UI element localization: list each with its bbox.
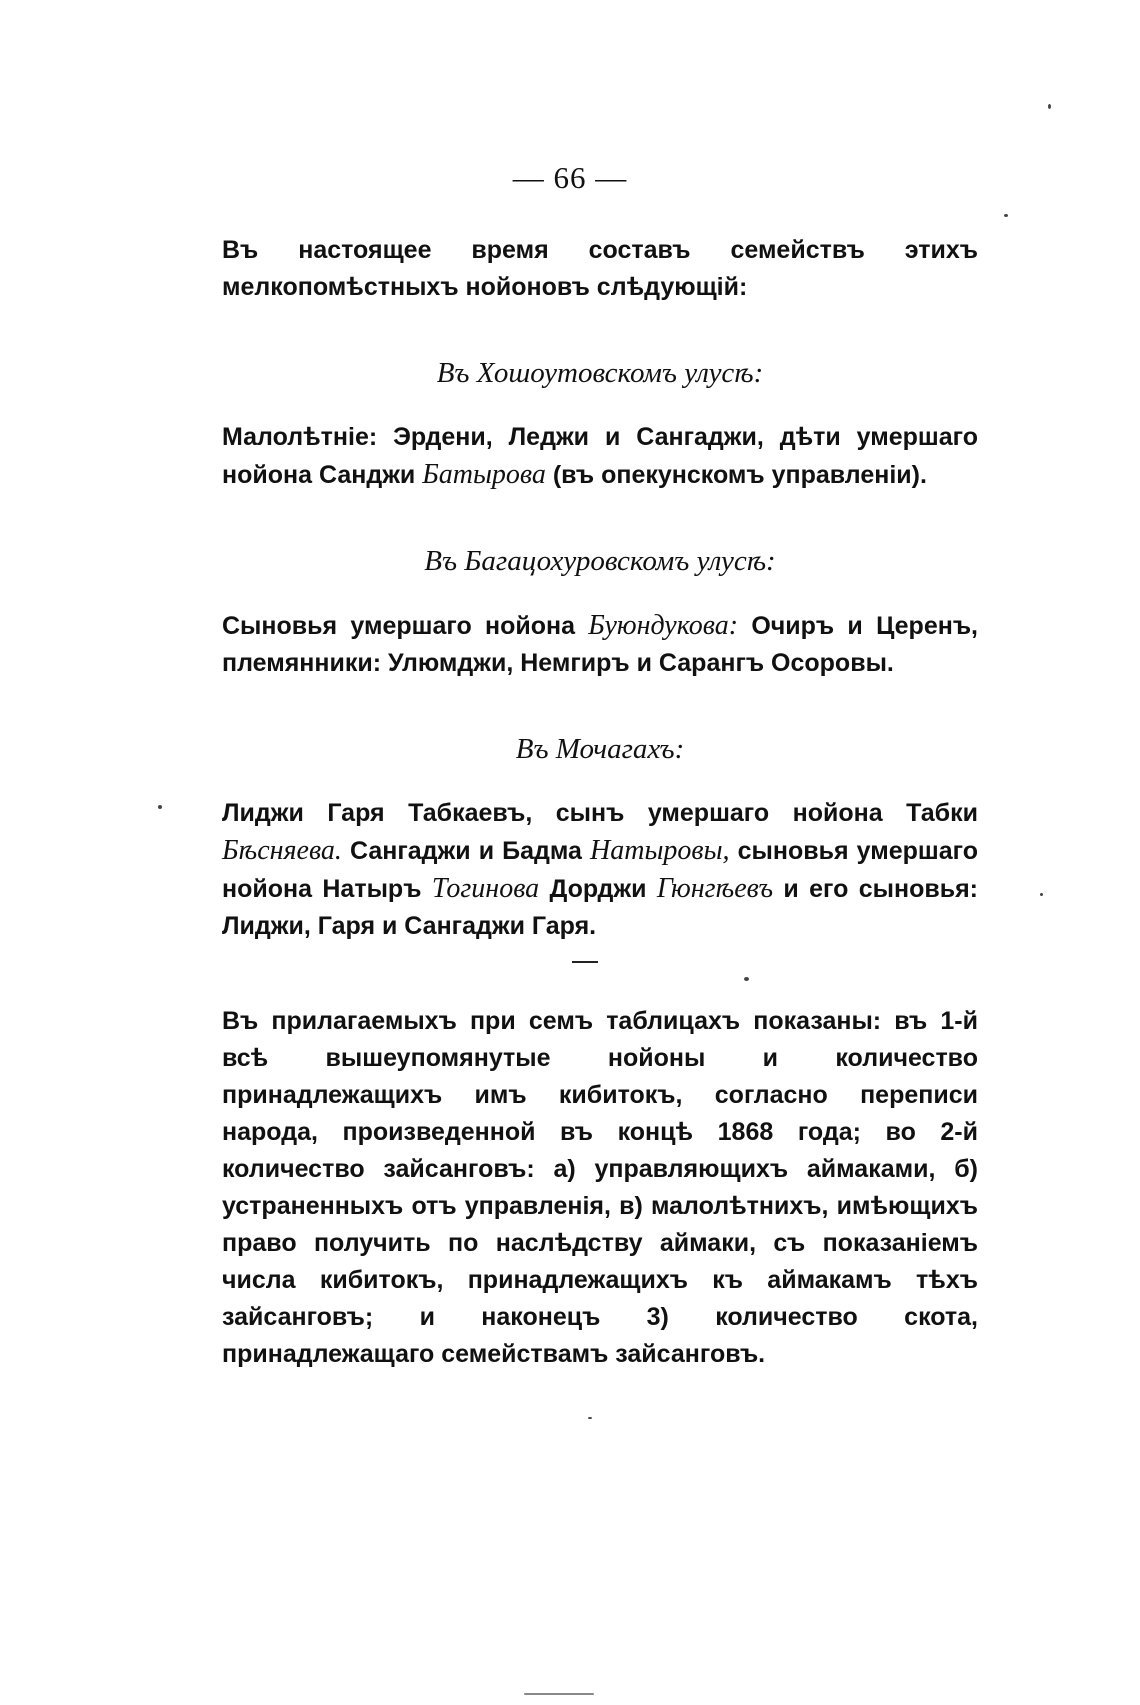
print-speck [158, 805, 162, 809]
text-run: (въ опекунскомъ управленіи). [545, 461, 927, 489]
closing-paragraph [222, 1003, 978, 1373]
section-separator [572, 961, 598, 963]
intro-text: Въ настоящее время составъ семействъ этихъ мелкопомѣстныхъ нойоновъ слѣдующій: [222, 236, 978, 301]
page-number: — 66 — [512, 160, 628, 195]
surname-italic: Гюнгѣевъ [656, 873, 773, 904]
text-run: сыновья умершаго нойона Натыръ [222, 837, 978, 903]
section-paragraph [222, 419, 978, 494]
section-heading-mochagakh: Въ Мочагахъ: [515, 733, 685, 765]
print-speck [744, 977, 749, 981]
intro-paragraph [222, 232, 978, 306]
section-heading-bagatsokhurovsky: Въ Багацохуровскомъ улусѣ: [424, 545, 776, 577]
surname-italic: Бѣсняева. [222, 835, 342, 866]
text-run: Сангаджи и Бадма [341, 837, 591, 865]
text-run: Очиръ и Церенъ, племянники: Улюмджи, Немгиръ и Сарангъ Осоровы. [222, 612, 978, 677]
section-body-khoshoutovsky [222, 419, 978, 494]
section-paragraph [222, 795, 978, 945]
section-paragraph [222, 607, 978, 682]
text-run: и его сыновья: Лиджи, Гаря и Сангаджи Гаря. [222, 875, 978, 940]
text-run: Лиджи Гаря Табкаевъ, сынъ умершаго нойона Табки [222, 799, 978, 827]
print-speck [1004, 214, 1008, 217]
section-body-bagatsokhurovsky [222, 607, 978, 682]
surname-italic: Тогинова [431, 873, 540, 904]
section-body-mochagakh [222, 795, 978, 945]
closing-text: Въ прилагаемыхъ при семъ таблицахъ показаны: въ 1-й всѣ вышеупомянутые нойоны и количество принадлежащихъ имъ кибитокъ, согласно переписи народа, произведенной въ концѣ 1868 года; во 2-й количество зайсанговъ: а) управляющихъ аймаками, б) устраненныхъ отъ управленія, в) малолѣтнихъ, имѣющихъ право получить по наслѣдству аймаки, съ показаніемъ числа кибитокъ, принадлежащихъ къ аймакамъ тѣхъ зайсанговъ; и наконецъ 3) количество скота, принадлежащаго семействамъ зайсанговъ. [222, 1007, 978, 1368]
text-run: Малолѣтніе: Эрдени, Леджи и Сангаджи, дѣти умершаго нойона Санджи [222, 423, 978, 489]
surname-italic: Буюндукова: [588, 610, 739, 641]
surname-italic: Батырова [422, 459, 546, 490]
surname-italic: Натыровы, [590, 835, 730, 866]
text-run: Дорджи [539, 875, 657, 903]
print-speck [524, 1693, 594, 1695]
print-speck [1048, 104, 1051, 109]
print-speck [1040, 893, 1043, 896]
print-speck [588, 1417, 592, 1419]
text-run: Сыновья умершаго нойона [222, 612, 589, 640]
section-heading-khoshoutovsky: Въ Хошоутовскомъ улусѣ: [436, 357, 764, 389]
